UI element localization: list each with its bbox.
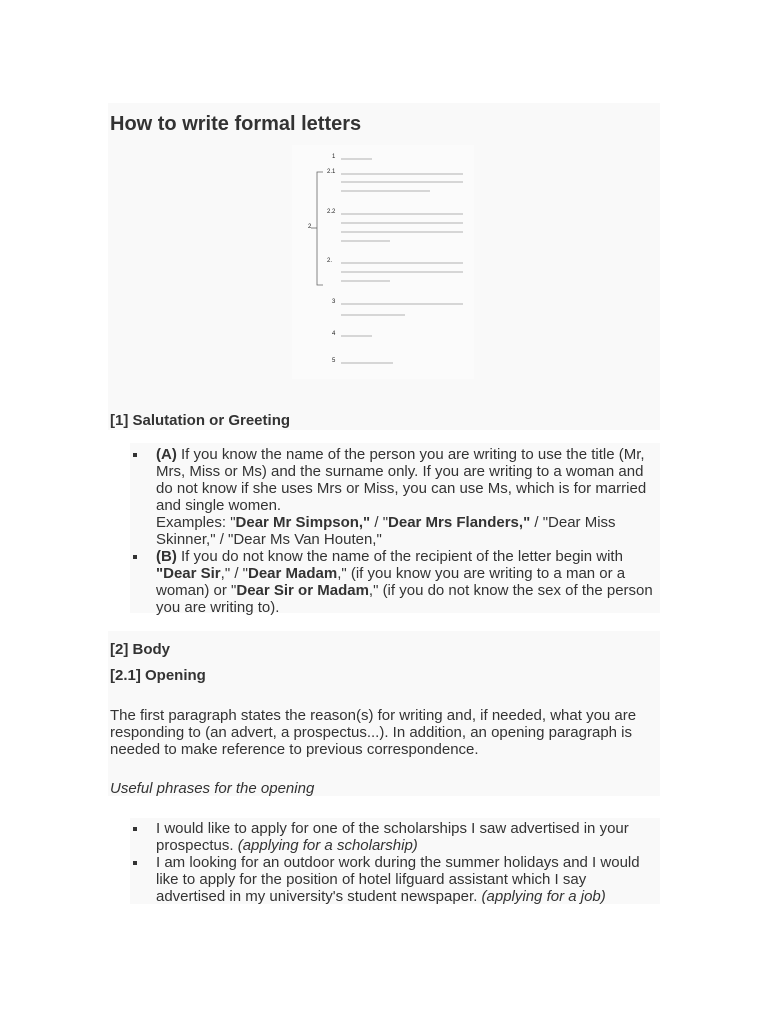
option-a-tag: (A) (156, 446, 177, 463)
option-b-tag: (B) (156, 548, 177, 565)
useful-phrases-heading (110, 780, 655, 797)
option-b-text-2: ," / " (220, 565, 248, 582)
diagram-label-4: 4 (332, 331, 336, 337)
salutation-list (131, 446, 656, 616)
example-separator: / " (370, 514, 389, 531)
page-title: How to write formal letters (110, 113, 362, 135)
diagram-label-2-1: 2.1 (327, 169, 336, 175)
list-item (131, 548, 656, 616)
diagram-label-2: 2 (308, 224, 312, 230)
phrase-dear-sir-or-madam: Dear Sir or Madam (236, 582, 369, 599)
opening-paragraph: The first paragraph states the reason(s) for writing and, if needed, what you are responding to (an advert, a prospectus...). In addition, an opening paragraph is needed to make reference to previous correspondence. (110, 707, 637, 758)
list-item (131, 820, 659, 854)
body-heading: [2] Body (110, 641, 170, 658)
bullet-square-icon (133, 555, 137, 559)
list-item (131, 446, 656, 548)
bullet-square-icon (133, 861, 137, 865)
example-dear-mrs-flanders: Dear Mrs Flanders," (388, 514, 531, 531)
useful-phrases-label: Useful phrases for the opening (110, 780, 315, 797)
diagram-label-3: 3 (332, 299, 336, 305)
option-b-text: If you do not know the name of the recipient of the letter begin with (176, 548, 623, 565)
option-a-text: If you know the name of the person you are writing to use the title (Mr, Mrs, Miss or Ms) and the surname only. If you are writing to a woman and do not know if she uses Mrs or Miss, you can use Ms, which is for married and single women. (156, 446, 647, 514)
bullet-square-icon (133, 827, 137, 831)
phrase-note: (applying for a scholarship) (237, 837, 418, 854)
diagram-lines (292, 145, 474, 379)
examples-prefix: Examples: " (156, 514, 236, 531)
list-item (131, 854, 659, 905)
salutation-heading: [1] Salutation or Greeting (110, 412, 291, 429)
opening-heading: [2.1] Opening (110, 667, 206, 684)
phrase-dear-madam: Dear Madam (247, 565, 338, 582)
opening-phrases-list (131, 820, 659, 905)
phrase-dear-sir: "Dear Sir (156, 565, 221, 582)
bullet-square-icon (133, 453, 137, 457)
diagram-label-5: 5 (332, 358, 336, 364)
phrase-note: (applying for a job) (481, 888, 606, 905)
phrase-text: I am looking for an outdoor work during the summer holidays and I would like to apply for the position of hotel lifguard assistant which I say advertised in my university's student newspaper. (156, 854, 640, 905)
diagram-label-1: 1 (332, 154, 336, 160)
diagram-label-2-2: 2.2 (327, 209, 336, 215)
examples-rest: / "Dear Miss Skinner," / "Dear Ms Van Houten," (156, 514, 616, 548)
phrase-text: I would like to apply for one of the scholarships I saw advertised in your prospectus. (156, 820, 629, 854)
option-b-text-4: ," (if you do not know the sex of the person you are writing to). (156, 582, 653, 616)
diagram-label-2-x: 2. (327, 258, 333, 264)
option-b-text-3: ," (if you know you are writing to a man or a woman) or " (156, 565, 626, 599)
example-dear-mr-simpson: Dear Mr Simpson," (235, 514, 371, 531)
letter-structure-diagram (292, 145, 474, 379)
